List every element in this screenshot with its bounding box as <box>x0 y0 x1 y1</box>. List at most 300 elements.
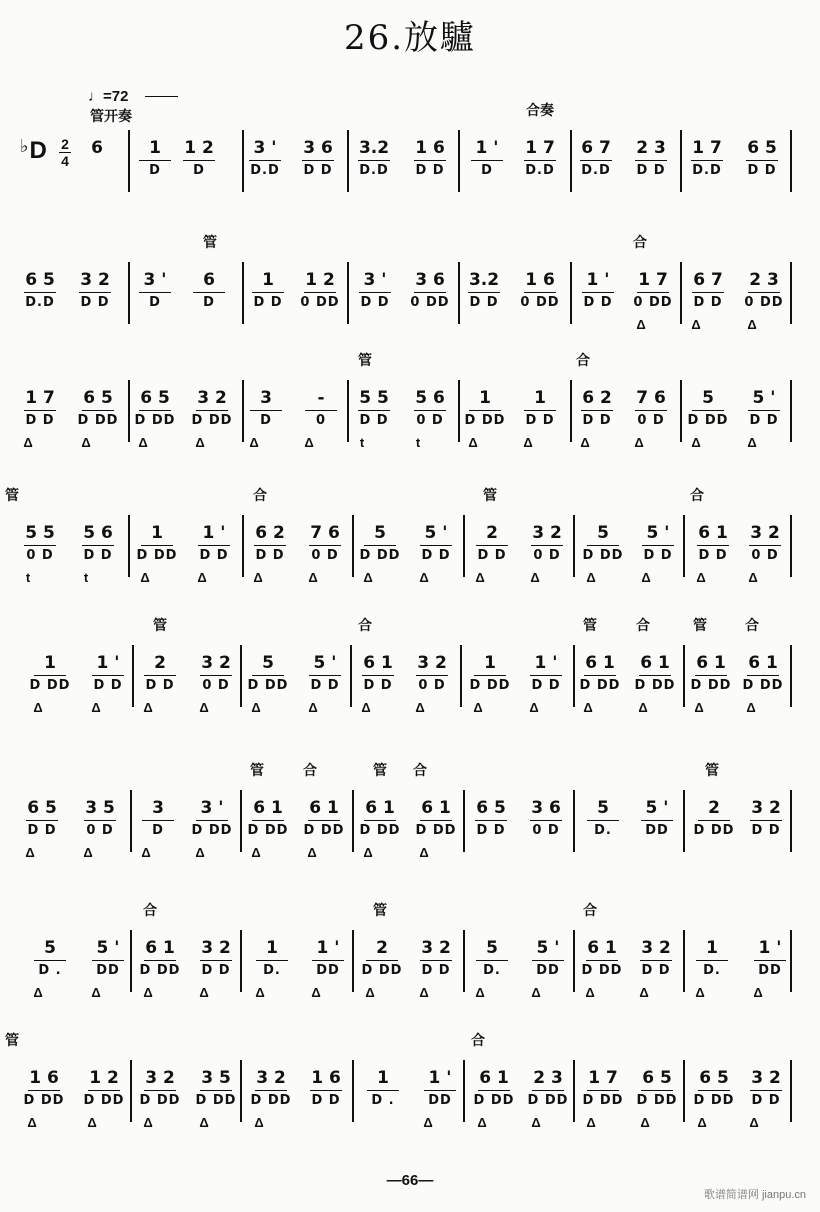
rhythm-beat: D D <box>25 413 55 428</box>
time-top: 2 <box>61 136 69 152</box>
beam-line <box>642 545 674 546</box>
rhythm-beat: D DD <box>527 1093 569 1108</box>
rhythm-beat: D.D <box>525 163 555 178</box>
melody-note: 6 1 <box>309 798 339 818</box>
rhythm-beat: 0 DD <box>744 295 784 310</box>
beam-line <box>692 292 724 293</box>
beam-line <box>252 292 284 293</box>
melody-note: 1 ' <box>202 523 226 543</box>
melody-note: 3 6 <box>531 798 561 818</box>
barline <box>790 790 792 852</box>
accent-mark: t <box>25 570 31 585</box>
beam-line <box>750 820 782 821</box>
melody-note: 6 1 <box>253 798 283 818</box>
accent-mark: Δ <box>197 570 207 585</box>
beam-line <box>193 292 225 293</box>
rhythm-beat: 0 D <box>26 548 54 563</box>
accent-mark: Δ <box>523 435 533 450</box>
melody-note: 5 ' <box>646 523 670 543</box>
section-label: 合 <box>690 487 704 503</box>
melody-note: 1 2 <box>89 1068 119 1088</box>
page-title: 26.放驢 <box>343 18 477 58</box>
barline <box>347 380 349 442</box>
melody-note: 2 3 <box>749 270 779 290</box>
rhythm-beat: D . <box>38 963 62 978</box>
rhythm-beat: D. <box>263 963 281 978</box>
beam-line <box>475 820 507 821</box>
beam-line <box>697 545 729 546</box>
barline <box>242 515 244 577</box>
rhythm-beat: D D <box>255 548 285 563</box>
rhythm-beat: 0 D <box>637 413 665 428</box>
beam-line <box>581 410 613 411</box>
beam-line <box>696 960 728 961</box>
rhythm-beat: D DD <box>742 678 784 693</box>
beam-line <box>754 960 786 961</box>
melody-note: 1 ' <box>475 138 499 158</box>
rhythm-beat: 0 D <box>751 548 779 563</box>
rhythm-beat: D.D <box>250 163 280 178</box>
accent-mark: Δ <box>199 1115 209 1130</box>
melody-note: 5 <box>374 523 386 543</box>
rhythm-beat: D D <box>311 1093 341 1108</box>
beam-line <box>364 545 396 546</box>
melody-note: - <box>317 388 325 408</box>
rhythm-beat: DD <box>758 963 782 978</box>
accent-mark: Δ <box>311 985 321 1000</box>
rhythm-beat: D.D <box>692 163 722 178</box>
accent-mark: Δ <box>415 700 425 715</box>
accent-mark: Δ <box>140 570 150 585</box>
melody-note: 3 ' <box>363 270 387 290</box>
barline <box>790 380 792 442</box>
accent-mark: Δ <box>746 700 756 715</box>
beam-line <box>308 820 340 821</box>
melody-note: 5 ' <box>96 938 120 958</box>
beam-line <box>79 292 111 293</box>
beam-line <box>255 1090 287 1091</box>
rhythm-beat: D DD <box>139 1093 181 1108</box>
rhythm-beat: D D <box>583 295 613 310</box>
tempo-label: 管开奏 <box>90 108 132 124</box>
barline <box>683 790 685 852</box>
rhythm-beat: 0 DD <box>520 295 560 310</box>
melody-note: 1 7 <box>638 270 668 290</box>
beam-line <box>34 960 66 961</box>
melody-note: 3.2 <box>358 138 390 158</box>
accent-mark: Δ <box>691 435 701 450</box>
beam-line <box>200 960 232 961</box>
melody-note: 6 1 <box>587 938 617 958</box>
melody-note: 6 1 <box>363 653 393 673</box>
beam-line <box>139 410 171 411</box>
beam-line <box>471 160 503 161</box>
beam-line <box>92 960 124 961</box>
beam-line <box>748 410 780 411</box>
accent-mark: Δ <box>586 570 596 585</box>
rhythm-beat: D D <box>751 1093 781 1108</box>
accent-mark: Δ <box>529 700 539 715</box>
melody-note: 5 <box>44 938 56 958</box>
rhythm-beat: D D <box>751 823 781 838</box>
melody-note: 3 2 <box>197 388 227 408</box>
barline <box>352 1060 354 1122</box>
rhythm-beat: D. <box>594 823 612 838</box>
melody-note: 6 5 <box>747 138 777 158</box>
melody-note: 5 <box>262 653 274 673</box>
beam-line <box>92 675 124 676</box>
beam-line <box>198 545 230 546</box>
melody-note: 3 ' <box>200 798 224 818</box>
barline <box>458 130 460 192</box>
melody-note: 6 1 <box>585 653 615 673</box>
beam-line <box>144 1090 176 1091</box>
accent-mark: Δ <box>753 985 763 1000</box>
beam-line <box>141 545 173 546</box>
accent-mark: Δ <box>747 435 757 450</box>
beam-line <box>82 410 114 411</box>
melody-note: 3 2 <box>256 1068 286 1088</box>
barline <box>240 1060 242 1122</box>
melody-note: 3.2 <box>468 270 500 290</box>
melody-note: 1 <box>706 938 718 958</box>
rhythm-beat: D DD <box>77 413 119 428</box>
barline <box>242 380 244 442</box>
section-label: 管 <box>693 617 707 633</box>
rhythm-beat: 0 <box>315 413 327 428</box>
accent-mark: Δ <box>25 845 35 860</box>
beam-line <box>530 820 562 821</box>
melody-note: 1 2 <box>305 270 335 290</box>
rhythm-beat: D D <box>477 548 507 563</box>
section-label: 管 <box>373 762 387 778</box>
melody-note: 2 3 <box>636 138 666 158</box>
rhythm-beat: D DD <box>83 1093 125 1108</box>
barline <box>240 645 242 707</box>
beam-line <box>531 545 563 546</box>
accent-mark: Δ <box>87 1115 97 1130</box>
melody-note: 5 ' <box>645 798 669 818</box>
melody-note: 6 1 <box>640 653 670 673</box>
beam-line <box>252 820 284 821</box>
barline <box>458 262 460 324</box>
melody-note: 3 ' <box>253 138 277 158</box>
section-label: 管 <box>203 234 217 250</box>
barline <box>573 1060 575 1122</box>
rhythm-beat: 0 D <box>418 678 446 693</box>
section-label: 管 <box>5 487 19 503</box>
beam-line <box>309 675 341 676</box>
accent-mark: Δ <box>83 845 93 860</box>
melody-note: 6 1 <box>479 1068 509 1088</box>
melody-note: 1 7 <box>588 1068 618 1088</box>
melody-note: 5 ' <box>536 938 560 958</box>
tempo-marking: ♩=72 <box>88 88 129 105</box>
rhythm-beat: D DD <box>247 678 289 693</box>
accent-mark: Δ <box>199 985 209 1000</box>
rhythm-beat: D D <box>476 823 506 838</box>
beam-line <box>312 960 344 961</box>
rhythm-beat: D D <box>145 678 175 693</box>
barline <box>240 790 242 852</box>
accent-mark: Δ <box>251 845 261 860</box>
melody-note: 3 <box>260 388 272 408</box>
melody-note: 6 7 <box>693 270 723 290</box>
melody-note: 3 2 <box>751 1068 781 1088</box>
accent-mark: Δ <box>468 435 478 450</box>
rhythm-beat: D D <box>747 163 777 178</box>
rhythm-beat: D.D <box>25 295 55 310</box>
melody-note: 3 2 <box>145 1068 175 1088</box>
rhythm-beat: D D <box>415 163 445 178</box>
melody-note: 1 ' <box>96 653 120 673</box>
beam-line <box>364 820 396 821</box>
rhythm-beat: D.D <box>359 163 389 178</box>
accent-mark: Δ <box>419 845 429 860</box>
melody-note: 6 1 <box>145 938 175 958</box>
melody-note: 2 <box>486 523 498 543</box>
accent-mark: Δ <box>195 845 205 860</box>
barline <box>680 130 682 192</box>
barline <box>128 130 130 192</box>
accent-mark: Δ <box>91 700 101 715</box>
melody-note: 6 5 <box>140 388 170 408</box>
beam-line <box>305 410 337 411</box>
melody-note: 3 6 <box>303 138 333 158</box>
beam-line <box>196 410 228 411</box>
melody-note: 6 5 <box>27 798 57 818</box>
rhythm-beat: D <box>152 823 164 838</box>
beam-line <box>200 1090 232 1091</box>
rhythm-beat: D DD <box>693 1093 735 1108</box>
rhythm-beat: D DD <box>23 1093 65 1108</box>
beam-line <box>416 675 448 676</box>
melody-note: 1 <box>377 1068 389 1088</box>
beam-line <box>691 160 723 161</box>
melody-note: 6 1 <box>365 798 395 818</box>
melody-note: 6 1 <box>748 653 778 673</box>
section-label: 合 <box>636 617 650 633</box>
beam-line <box>362 675 394 676</box>
beam-line <box>478 1090 510 1091</box>
beam-line <box>139 160 171 161</box>
accent-mark: Δ <box>696 570 706 585</box>
beam-line <box>692 410 724 411</box>
section-label: 管 <box>250 762 264 778</box>
beam-line <box>310 1090 342 1091</box>
beam-line <box>587 1090 619 1091</box>
beam-line <box>144 960 176 961</box>
barline <box>573 515 575 577</box>
rhythm-beat: D D <box>360 295 390 310</box>
section-label: 合 <box>745 617 759 633</box>
accent-mark: Δ <box>195 435 205 450</box>
beam-line <box>82 545 114 546</box>
beam-line <box>359 292 391 293</box>
melody-note: 3 6 <box>415 270 445 290</box>
section-label: 管 <box>5 1032 19 1048</box>
melody-note: 5 <box>597 523 609 543</box>
accent-mark: Δ <box>304 435 314 450</box>
rhythm-beat: D D <box>582 413 612 428</box>
beam-line <box>24 410 56 411</box>
accent-mark: Δ <box>138 435 148 450</box>
melody-note: 3 5 <box>85 798 115 818</box>
beam-line <box>748 292 780 293</box>
section-label: 管 <box>705 762 719 778</box>
rhythm-beat: D DD <box>636 1093 678 1108</box>
beam-line <box>580 160 612 161</box>
beam-line <box>366 960 398 961</box>
barline <box>347 130 349 192</box>
melody-note: 5 5 <box>25 523 55 543</box>
section-label: 合 <box>303 762 317 778</box>
accent-mark: Δ <box>749 1115 759 1130</box>
beam-line <box>252 675 284 676</box>
rhythm-beat: D <box>203 295 215 310</box>
melody-note: 1 6 <box>415 138 445 158</box>
beam-line <box>640 960 672 961</box>
melody-note: 1 ' <box>586 270 610 290</box>
key-name: D <box>29 137 47 164</box>
melody-note: 3 5 <box>201 1068 231 1088</box>
beam-line <box>256 960 288 961</box>
melody-note: 6 1 <box>421 798 451 818</box>
accent-mark: Δ <box>634 435 644 450</box>
accent-mark: Δ <box>419 570 429 585</box>
rhythm-beat: 0 D <box>202 678 230 693</box>
rhythm-beat: D DD <box>136 548 178 563</box>
melody-note: 6 5 <box>476 798 506 818</box>
melody-note: 2 <box>376 938 388 958</box>
section-label: 合奏 <box>526 102 554 118</box>
section-label: 合 <box>143 902 157 918</box>
rhythm-beat: D D <box>93 678 123 693</box>
barline <box>570 130 572 192</box>
section-label: 合 <box>633 234 647 250</box>
beam-line <box>582 292 614 293</box>
accent-mark: Δ <box>23 435 33 450</box>
accent-mark: Δ <box>697 1115 707 1130</box>
melody-note: 1 ' <box>428 1068 452 1088</box>
barline <box>352 930 354 992</box>
rhythm-beat: D D <box>80 295 110 310</box>
beam-line <box>200 675 232 676</box>
barline <box>790 930 792 992</box>
accent-mark: Δ <box>531 985 541 1000</box>
beam-line <box>476 960 508 961</box>
accent-mark: Δ <box>365 985 375 1000</box>
flat-icon: ♭ <box>20 136 29 156</box>
rhythm-beat: 0 DD <box>633 295 673 310</box>
accent-mark: Δ <box>419 985 429 1000</box>
rhythm-beat: D DD <box>359 823 401 838</box>
rhythm-beat: D DD <box>29 678 71 693</box>
melody-note: 7 6 <box>636 388 666 408</box>
beam-line <box>144 675 176 676</box>
beam-line <box>469 410 501 411</box>
beam-line <box>639 675 671 676</box>
melody-note: 1 <box>484 653 496 673</box>
accent-mark: Δ <box>747 317 757 332</box>
rhythm-beat: D DD <box>195 1093 237 1108</box>
rhythm-beat: D D <box>643 548 673 563</box>
rhythm-beat: D DD <box>469 678 511 693</box>
accent-mark: Δ <box>473 700 483 715</box>
barline <box>352 790 354 852</box>
melody-note: 3 2 <box>750 523 780 543</box>
accent-mark: Δ <box>640 1115 650 1130</box>
beam-line <box>183 160 215 161</box>
beam-line <box>586 960 618 961</box>
melody-note: 2 <box>154 653 166 673</box>
melody-note: 2 3 <box>533 1068 563 1088</box>
section-label: 合 <box>583 902 597 918</box>
beam-line <box>196 820 228 821</box>
beam-line <box>750 1090 782 1091</box>
rhythm-beat: D D <box>363 678 393 693</box>
tempo-line <box>145 96 178 97</box>
barline <box>683 1060 685 1122</box>
accent-mark: Δ <box>255 985 265 1000</box>
rhythm-beat: D D <box>749 413 779 428</box>
melody-note: 1 <box>479 388 491 408</box>
beam-line <box>24 292 56 293</box>
page-number: —66— <box>386 1172 434 1189</box>
barline <box>350 645 352 707</box>
melody-note: 5 6 <box>83 523 113 543</box>
accent-mark: Δ <box>33 700 43 715</box>
melody-note: 7 6 <box>310 523 340 543</box>
beam-line <box>641 1090 673 1091</box>
rhythm-beat: D <box>260 413 272 428</box>
melody-note: 1 <box>534 388 546 408</box>
melody-note: 3 2 <box>80 270 110 290</box>
rhythm-beat: D DD <box>582 548 624 563</box>
rhythm-beat: DD <box>428 1093 452 1108</box>
beam-line <box>420 820 452 821</box>
barline <box>130 1060 132 1122</box>
rhythm-beat: D D <box>641 963 671 978</box>
beam-line <box>749 545 781 546</box>
melody-note: 1 7 <box>525 138 555 158</box>
accent-mark: Δ <box>694 700 704 715</box>
melody-note: 5 <box>702 388 714 408</box>
section-label: 合 <box>358 617 372 633</box>
beam-line <box>587 545 619 546</box>
section-label: 管 <box>583 617 597 633</box>
rhythm-beat: DD <box>96 963 120 978</box>
melody-note: 3 2 <box>417 653 447 673</box>
rhythm-beat: D D <box>421 548 451 563</box>
beam-line <box>587 820 619 821</box>
beam-line <box>635 160 667 161</box>
beam-line <box>302 160 334 161</box>
barline <box>463 1060 465 1122</box>
beam-line <box>420 545 452 546</box>
rhythm-beat: D DD <box>250 1093 292 1108</box>
barline <box>790 130 792 192</box>
accent-mark: Δ <box>748 570 758 585</box>
accent-mark: Δ <box>363 845 373 860</box>
accent-mark: Δ <box>477 1115 487 1130</box>
section-label: 管 <box>373 902 387 918</box>
rhythm-beat: D DD <box>191 413 233 428</box>
rhythm-beat: D DD <box>415 823 457 838</box>
rhythm-beat: 0 D <box>533 548 561 563</box>
melody-note: 3 2 <box>532 523 562 543</box>
beam-line <box>420 960 452 961</box>
